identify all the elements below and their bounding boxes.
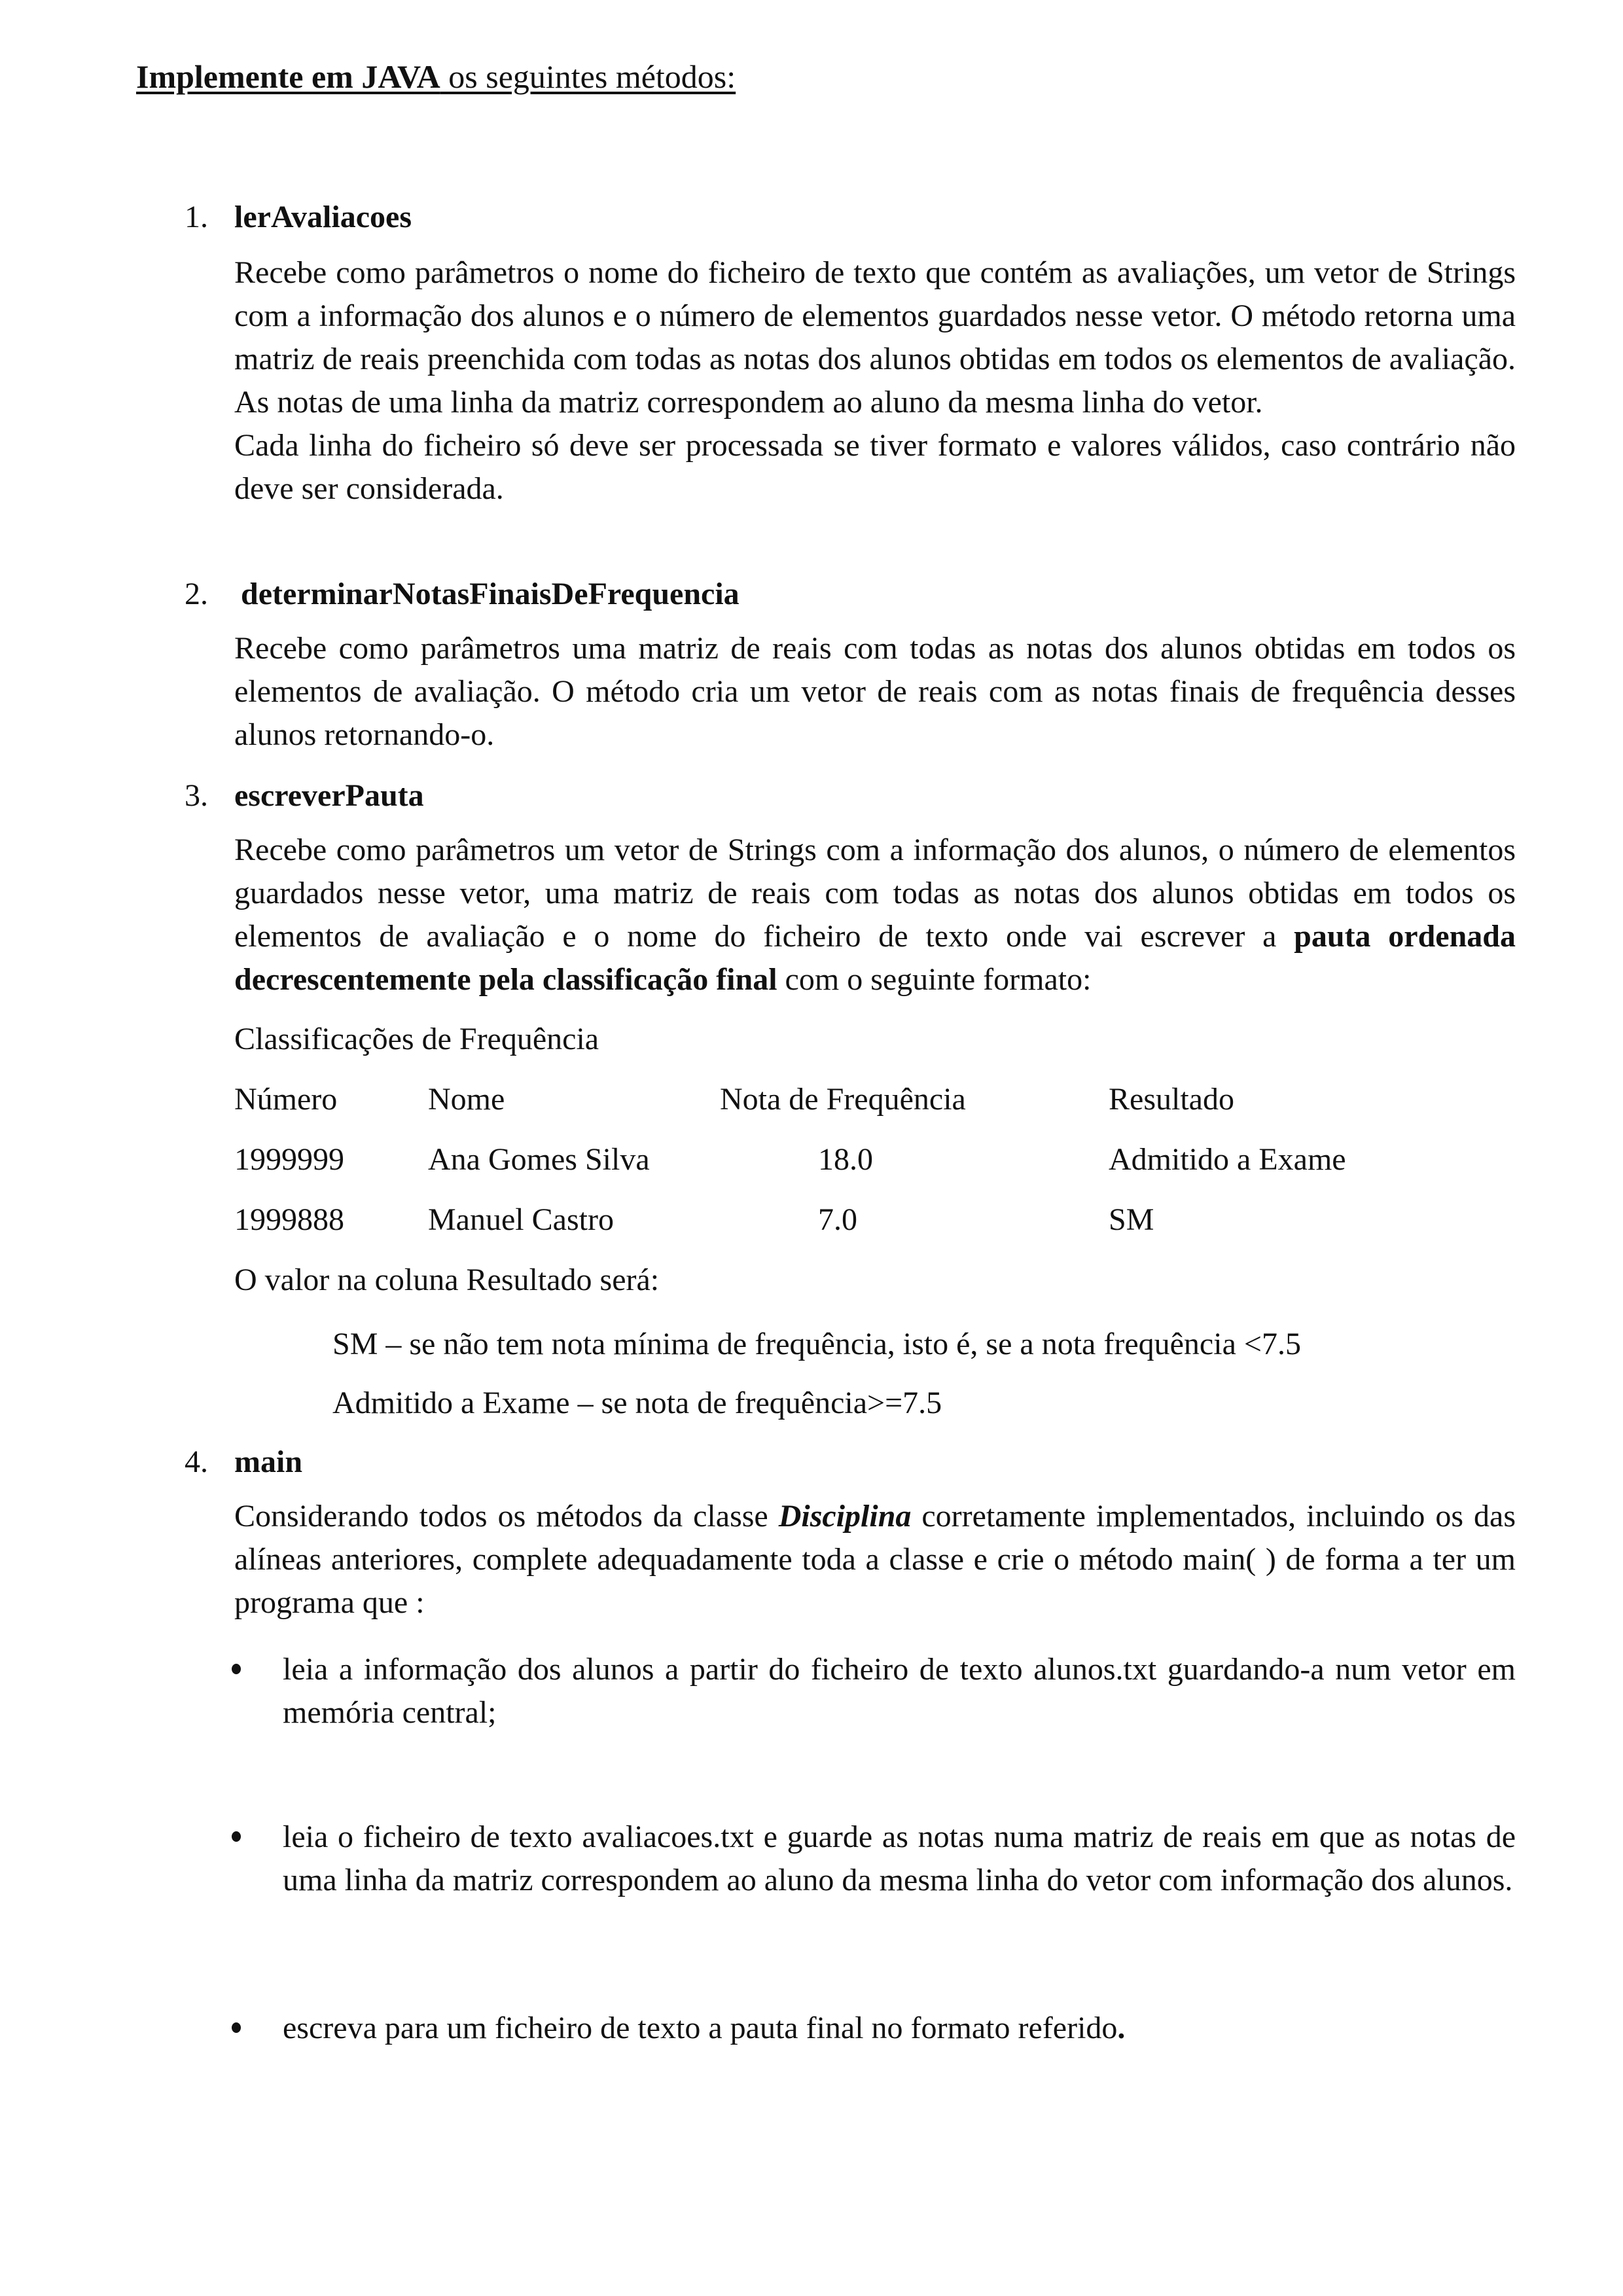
cell-nota: 7.0: [818, 1202, 857, 1237]
paragraph: Cada linha do ficheiro só deve ser processada se tiver formato e valores válidos, caso contrário não deve ser considerada.: [234, 428, 1516, 506]
bullet-icon: [232, 1664, 241, 1674]
method-name: determinarNotasFinaisDeFrequencia: [241, 577, 740, 611]
cell-nome: Manuel Castro: [428, 1202, 614, 1237]
cell-numero: 1999999: [234, 1142, 344, 1177]
cell-numero: 1999888: [234, 1202, 344, 1237]
method-name: lerAvaliacoes: [234, 200, 412, 234]
item-2-description: [234, 627, 1516, 757]
title-rest: os seguintes métodos:: [440, 58, 736, 95]
paragraph: [234, 829, 1516, 1001]
list-item: [283, 1648, 1516, 1734]
result-rule-admitido: Admitido a Exame – se nota de frequência>=7.5: [332, 1386, 942, 1420]
item-heading-1: [185, 196, 412, 238]
bullet-icon: [232, 2022, 241, 2033]
paragraph: Recebe como parâmetros uma matriz de reais com todas as notas dos alunos obtidas em todos os elementos de avaliação. O método cria um vetor de reais com as notas finais de frequência desses alunos retornando-o.: [234, 631, 1516, 752]
item-number: 2.: [185, 577, 208, 611]
list-item: [283, 1816, 1516, 1902]
title-bold: Implemente em JAVA: [136, 58, 440, 95]
result-intro: O valor na coluna Resultado será:: [234, 1263, 660, 1297]
method-name: main: [234, 1444, 303, 1479]
bullet-icon: [232, 1831, 241, 1842]
page-title: [136, 54, 736, 99]
item-4-description: [234, 1495, 1516, 1624]
item-heading-4: [185, 1441, 302, 1483]
result-rule-sm: SM – se não tem nota mínima de frequência, isto é, se a nota frequência <7.5: [332, 1327, 1301, 1361]
cell-resultado: SM: [1109, 1202, 1154, 1237]
method-name: escreverPauta: [234, 778, 424, 813]
item-heading-2: [185, 573, 740, 615]
header-resultado: Resultado: [1109, 1082, 1234, 1117]
list-item-text: leia a informação dos alunos a partir do ficheiro de texto alunos.txt guardando-a num vetor em memória central;: [283, 1652, 1516, 1730]
cell-resultado: Admitido a Exame: [1109, 1142, 1346, 1177]
item-number: 4.: [185, 1444, 208, 1479]
text: Recebe como parâmetros um vetor de Strings com a informação dos alunos, o número de elementos guardados nesse vetor, uma matriz de reais com todas as notas dos alunos obtidas em todos os elementos de avaliação e o nome do ficheiro de texto onde vai escrever a: [234, 833, 1516, 954]
header-numero: Número: [234, 1082, 338, 1117]
item-heading-3: [185, 775, 424, 817]
text: corretamente implementados, incluindo os das alíneas anteriores, complete adequadamente toda a classe e crie o método main( ) de forma a ter um programa que :: [234, 1499, 1516, 1620]
text: com o seguinte formato:: [777, 962, 1092, 997]
paragraph: Recebe como parâmetros o nome do ficheiro de texto que contém as avaliações, um vetor de Strings com a informação dos alunos e o número de elementos guardados nesse vetor. O método retorna uma matriz de reais preenchida com todas as notas dos alunos obtidas em todos os elementos de avaliação. As notas de uma linha da matriz correspondem ao aluno da mesma linha do vetor.: [234, 255, 1516, 420]
bold-text: pauta ordenada decrescentemente pela classificação final: [234, 919, 1516, 997]
cell-nota: 18.0: [818, 1142, 873, 1177]
item-number: 1.: [185, 200, 208, 234]
class-name: Disciplina: [778, 1499, 912, 1534]
list-item-text: escreva para um ficheiro de texto a pauta final no formato referido: [283, 2011, 1118, 2045]
item-1-description: [234, 251, 1516, 511]
paragraph: [234, 1495, 1516, 1624]
list-item-text: leia o ficheiro de texto avaliacoes.txt e guarde as notas numa matriz de reais em que as notas de uma linha da matriz correspondem ao aluno da mesma linha do vetor com informação dos alunos.: [283, 1820, 1516, 1897]
cell-nome: Ana Gomes Silva: [428, 1142, 650, 1177]
header-nota: Nota de Frequência: [720, 1082, 966, 1117]
text: Considerando todos os métodos da classe: [234, 1499, 779, 1534]
table-title: Classificações de Frequência: [234, 1022, 599, 1056]
list-item: [283, 2007, 1516, 2050]
list-item-end: .: [1117, 2011, 1126, 2045]
item-number: 3.: [185, 778, 208, 813]
item-3-description: [234, 829, 1516, 1001]
header-nome: Nome: [428, 1082, 505, 1117]
